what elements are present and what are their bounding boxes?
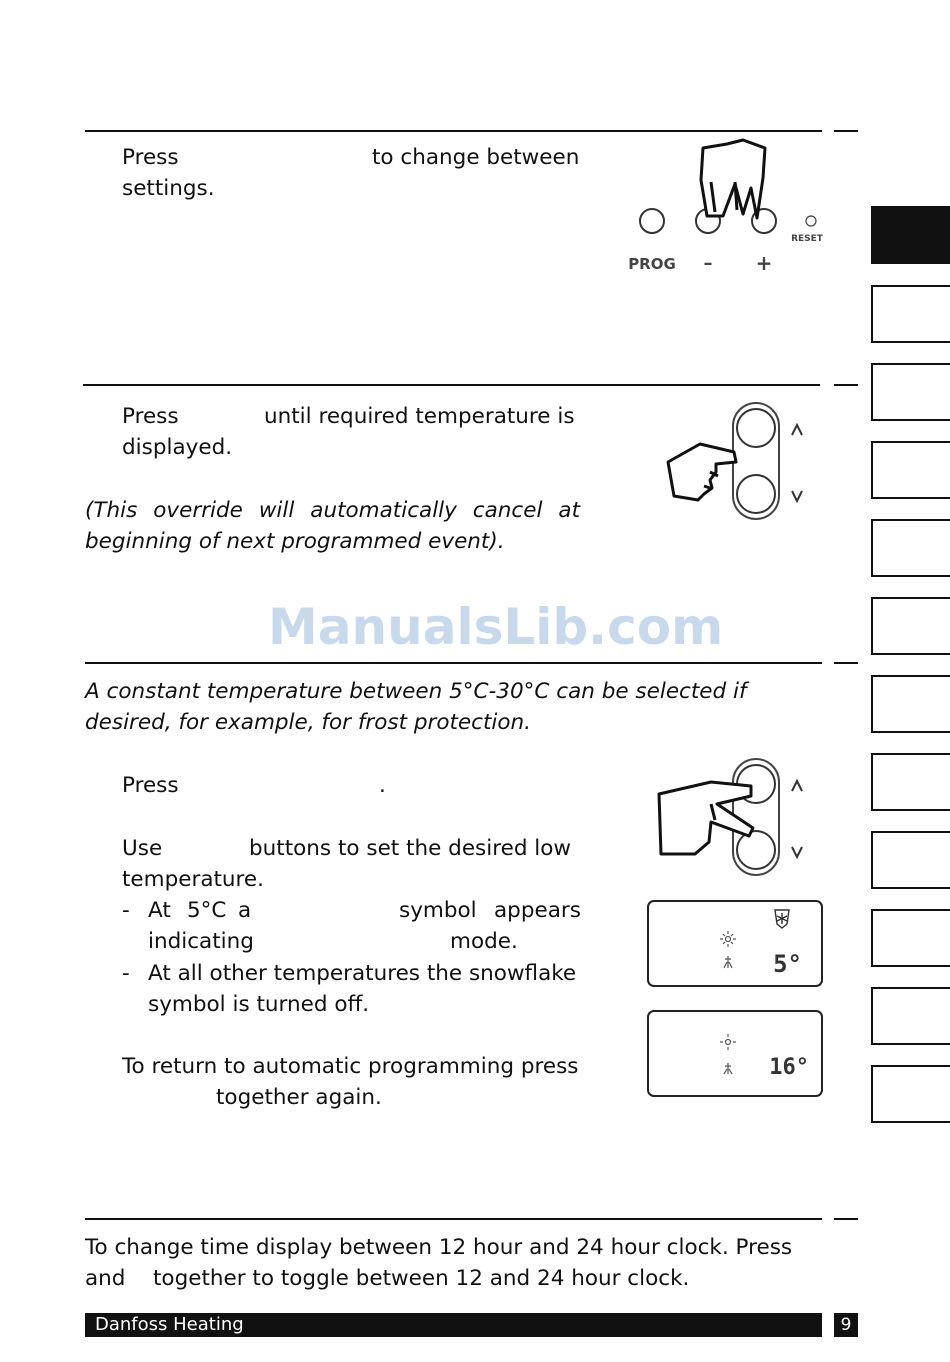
section3-bullet2 (122, 958, 580, 1022)
bullet1-appears: appears (494, 898, 581, 923)
side-tab-9[interactable] (871, 831, 950, 889)
pointing-hand-down-icon (701, 140, 765, 218)
side-tab-1[interactable] (871, 206, 950, 264)
bullet2-dash: - (122, 961, 130, 986)
section-rule-stub-3 (834, 662, 858, 664)
up-arrow-icon (792, 425, 802, 435)
return-line2: together again. (216, 1085, 382, 1110)
section3-use: Use (122, 836, 163, 861)
prog-button[interactable] (640, 209, 664, 233)
prog-label: PROG (628, 255, 676, 273)
side-tab-6[interactable] (871, 597, 950, 655)
section4-line1: To change time display between 12 hour and 24 hour clock. Press (85, 1235, 793, 1260)
side-tab-3[interactable] (871, 363, 950, 421)
section-rule-1 (85, 130, 822, 132)
pointing-hand-right-icon (668, 444, 736, 500)
up-down-two-finger-illustration (655, 756, 820, 881)
section4-text (85, 1232, 825, 1296)
down-arrow-icon-2 (792, 847, 802, 857)
section1-press: Press (122, 145, 179, 170)
section3-bullet1 (122, 895, 580, 959)
side-tab-11[interactable] (871, 987, 950, 1045)
down-arrow-icon (792, 491, 802, 501)
section-rule-3 (85, 662, 822, 664)
up-arrow-icon-2 (792, 781, 802, 791)
side-tab-8[interactable] (871, 753, 950, 811)
reset-label: RESET (791, 234, 823, 244)
bullet2-line2: symbol is turned off. (148, 992, 370, 1017)
down-button-2[interactable] (737, 831, 775, 869)
section4-and: and (85, 1266, 126, 1291)
section-rule-stub-4 (834, 1218, 858, 1220)
side-tab-12[interactable] (871, 1065, 950, 1123)
section-rule-2 (83, 384, 820, 386)
side-tab-4[interactable] (871, 441, 950, 499)
section3-use-block (122, 833, 580, 897)
bullet1-at: At (148, 898, 171, 923)
display2-temperature: 16° (769, 1055, 809, 1080)
section2-text (122, 401, 580, 465)
section3-press: Press (122, 773, 179, 798)
up-down-buttons-illustration (660, 400, 820, 525)
bullet1-temp: 5°C (187, 898, 227, 923)
bullet2-line1: At all other temperatures the snowflake (148, 961, 577, 986)
section3-return (122, 1051, 580, 1115)
section2-press: Press (122, 404, 179, 429)
section3-intro: A constant temperature between 5°C-30°C can be selected if desired, for example, for frost protection. (85, 679, 747, 735)
section1-text (122, 142, 580, 206)
bullet1-mode: mode. (450, 929, 518, 954)
up-button[interactable] (737, 409, 775, 447)
section-rule-stub-2 (834, 384, 858, 386)
side-tab-7[interactable] (871, 675, 950, 733)
section1-settings: settings. (122, 176, 215, 201)
page-number: 9 (834, 1313, 858, 1337)
button-panel-illustration (615, 138, 830, 278)
down-button[interactable] (737, 475, 775, 513)
bullet1-symbol: symbol (399, 898, 477, 923)
section2-note: (This override will automatically cancel at beginning of next programmed event). (85, 498, 580, 554)
plus-label: + (755, 251, 773, 275)
section-rule-4 (85, 1218, 822, 1220)
watermark: ManualsLib.com (268, 598, 724, 656)
display1-temperature: 5° (773, 950, 802, 978)
section-rule-stub-1 (834, 130, 858, 132)
section3-press-period: . (379, 773, 386, 798)
side-tab-2[interactable] (871, 285, 950, 343)
section2-until: until required temperature is (264, 404, 575, 429)
footer-brand: Danfoss Heating (95, 1314, 244, 1335)
minus-label: – (703, 253, 713, 274)
lcd-display-frost (647, 900, 823, 988)
side-tab-10[interactable] (871, 909, 950, 967)
side-tab-5[interactable] (871, 519, 950, 577)
bullet1-a: a (238, 898, 252, 923)
bullet1-dash: - (122, 898, 130, 923)
section1-change-between: to change between (372, 145, 580, 170)
section2-displayed: displayed. (122, 435, 233, 460)
lcd-display-normal (647, 1010, 823, 1098)
section3-press-line (122, 770, 580, 801)
section3-temperature: temperature. (122, 867, 264, 892)
section3-use-buttons: buttons to set the desired low (249, 836, 572, 861)
reset-button[interactable] (806, 216, 816, 226)
bullet1-indicating: indicating (148, 929, 254, 954)
section4-together: together to toggle between 12 and 24 hour clock. (153, 1266, 690, 1291)
return-line1: To return to automatic programming press (122, 1054, 579, 1079)
